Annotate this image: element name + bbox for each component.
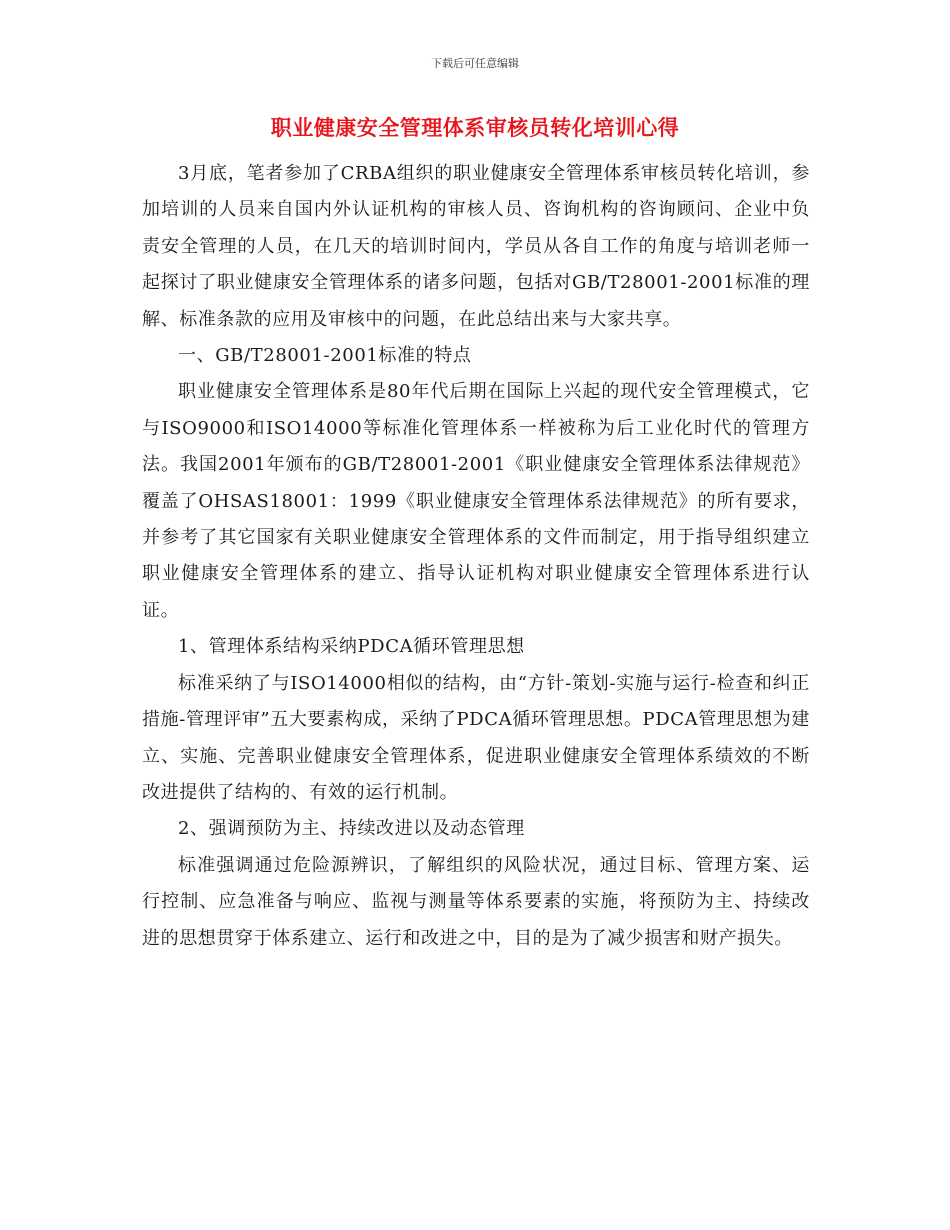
document-title: 职业健康安全管理体系审核员转化培训心得 <box>270 116 680 140</box>
paragraph-prevention: 标准强调通过危险源辨识，了解组织的风险状况，通过目标、管理方案、运行控制、应急准备与响应、监视与测量等体系要素的实施，将预防为主、持续改进的思想贯穿于体系建立、运行和改进之中，目的是为了减少损害和财产损失。 <box>142 854 810 949</box>
paragraph-pdca: 标准采纳了与ISO14000相似的结构，由“方针-策划-实施与运行-检查和纠正措施-管理评审”五大要素构成，采纳了PDCA循环管理思想。PDCA管理思想为建立、实施、完善职业健康安全管理体系，促进职业健康安全管理体系绩效的不断改进提供了结构的、有效的运行机制。 <box>142 672 810 803</box>
section-heading-standard-features: 一、GB/T28001-2001标准的特点 <box>178 345 472 367</box>
subheading-prevention: 2、强调预防为主、持续改进以及动态管理 <box>178 818 525 840</box>
document-body <box>142 156 810 957</box>
paragraph-intro: 3月底，笔者参加了CRBA组织的职业健康安全管理体系审核员转化培训，参加培训的人员来自国内外认证机构的审核人员、咨询机构的咨询顾问、企业中负责安全管理的人员，在几天的培训时间内，学员从各自工作的角度与培训老师一起探讨了职业健康安全管理体系的诸多问题，包括对GB/T28001-2001标准的理解、标准条款的应用及审核中的问题，在此总结出来与大家共享。 <box>142 163 810 330</box>
page-header-note: 下载后可任意编辑 <box>431 57 519 70</box>
subheading-pdca: 1、管理体系结构采纳PDCA循环管理思想 <box>178 636 525 658</box>
paragraph-standard-overview: 职业健康安全管理体系是80年代后期在国际上兴起的现代安全管理模式，它与ISO9000和ISO14000等标准化管理体系一样被称为后工业化时代的管理方法。我国2001年颁布的GB/T28001-2001《职业健康安全管理体系法律规范》覆盖了OHSAS18001：1999《职业健康安全管理体系法律规范》的所有要求，并参考了其它国家有关职业健康安全管理体系的文件而制定，用于指导组织建立职业健康安全管理体系的建立、指导认证机构对职业健康安全管理体系进行认证。 <box>142 381 810 621</box>
